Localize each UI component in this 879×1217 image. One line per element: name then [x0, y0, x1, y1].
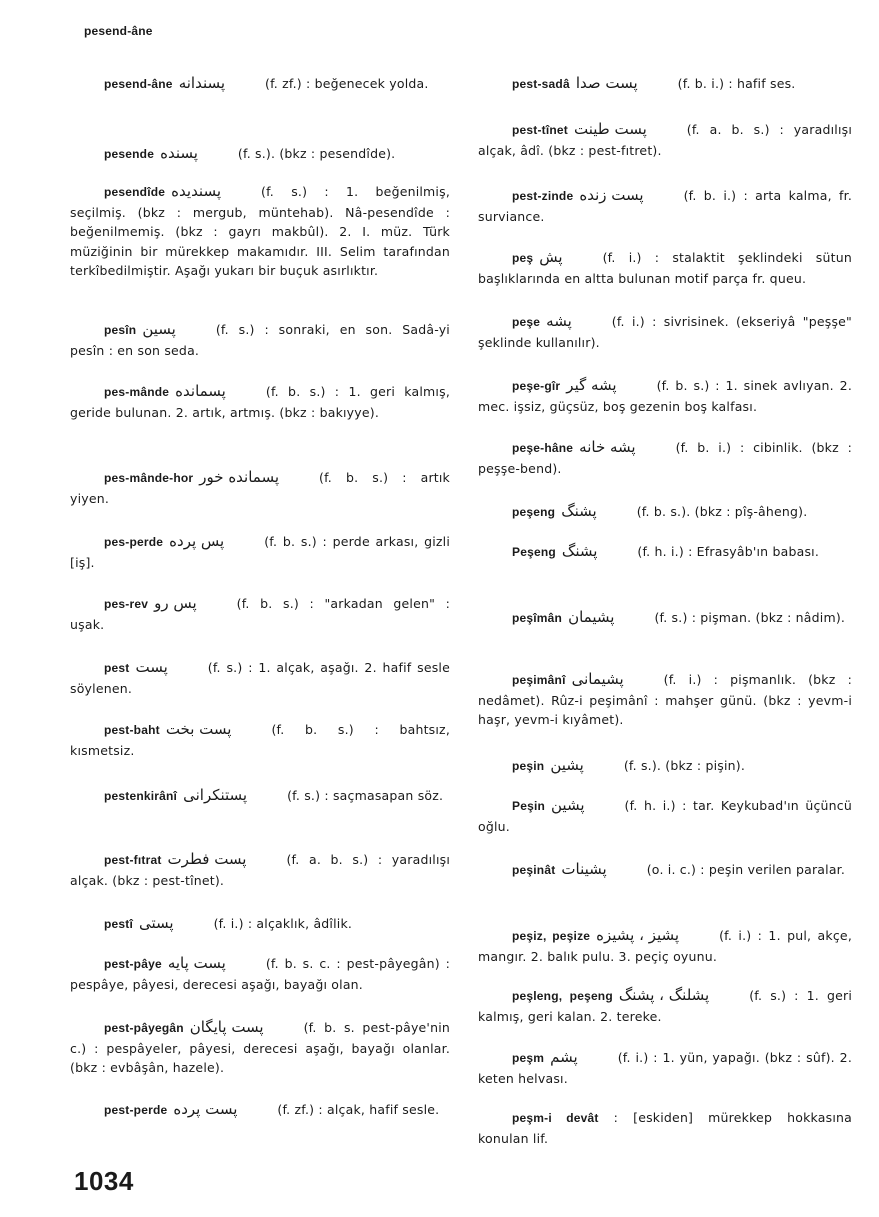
dictionary-entry: [478, 756, 852, 777]
entry-arabic-script: پسنده: [160, 144, 198, 162]
dictionary-entry: [478, 926, 852, 966]
entry-headword: Peşeng: [512, 545, 556, 559]
dictionary-entry: [70, 144, 450, 165]
entry-headword: peşe-gîr: [512, 379, 561, 393]
entry-arabic-script: پست فطرت: [167, 850, 247, 868]
entry-definition: (f. zf.) : beğenecek yolda.: [265, 76, 429, 91]
entry-headword: pest-fıtrat: [104, 853, 162, 867]
entry-headword: pesend-âne: [104, 77, 173, 91]
dictionary-entry: [478, 1048, 852, 1088]
dictionary-entry: [70, 786, 450, 807]
entry-headword: pest-tînet: [512, 123, 568, 137]
entry-headword: pest-baht: [104, 723, 160, 737]
dictionary-entry: [478, 986, 852, 1026]
dictionary-entry: [478, 248, 852, 288]
dictionary-entry: [70, 658, 450, 698]
entry-headword: pest-zinde: [512, 189, 574, 203]
entry-headword: pest-sadâ: [512, 77, 570, 91]
entry-headword: pest-perde: [104, 1103, 168, 1117]
entry-arabic-script: پستی: [139, 914, 174, 932]
entry-definition: (f. s.) : saçmasapan söz.: [287, 788, 444, 803]
entry-arabic-script: پست پایه: [167, 954, 226, 972]
entry-headword: pestî: [104, 917, 134, 931]
dictionary-entry: [478, 1108, 852, 1148]
entry-arabic-script: پسندیده: [171, 182, 222, 200]
entry-headword: Peşin: [512, 799, 546, 813]
dictionary-entry: [478, 438, 852, 478]
dictionary-entry: [70, 914, 450, 935]
entry-headword: peşm: [512, 1051, 545, 1065]
entry-headword: pes-perde: [104, 535, 164, 549]
entry-headword: pesende: [104, 147, 155, 161]
entry-definition: (f. b. i.) : hafif ses.: [677, 76, 796, 91]
entry-definition: (f. b. s.) : 1. sinek avlıyan. 2. mec. işsiz, güçsüz, boş gezenin boş kalfası.: [478, 378, 852, 414]
entry-definition: (f. s.) : 1. alçak, aşağı. 2. hafif sesle söylenen.: [70, 660, 450, 696]
entry-definition: (f. b. s.) : 1. geri kalmış, geride bulunan. 2. artık, artmış. (bkz : bakıyye).: [70, 384, 450, 420]
entry-headword: peşinât: [512, 863, 556, 877]
dictionary-entry: [70, 468, 450, 508]
dictionary-entry: [478, 74, 852, 95]
entry-arabic-script: پشینات: [561, 860, 607, 878]
entry-arabic-script: پست طینت: [574, 120, 647, 138]
running-head: pesend-âne: [84, 24, 153, 38]
entry-definition: (f. b. s.) : artık yiyen.: [70, 470, 450, 506]
entry-headword: pest: [104, 661, 130, 675]
entry-arabic-script: پشین: [550, 756, 584, 774]
entry-arabic-script: پست: [135, 658, 168, 676]
entry-definition: (f. s.) : sonraki, en son. Sadâ-yi pesîn : en son seda.: [70, 322, 450, 358]
entry-arabic-script: پشین: [551, 796, 585, 814]
entry-arabic-script: پشنگ: [561, 502, 597, 520]
entry-headword: pesîn: [104, 323, 137, 337]
dictionary-entry: [478, 796, 852, 836]
dictionary-entry: [478, 670, 852, 730]
entry-headword: peşin: [512, 759, 545, 773]
entry-headword: peşe-hâne: [512, 441, 574, 455]
entry-definition: (f. b. i.) : cibinlik. (bkz : peşşe-bend).: [478, 440, 852, 476]
entry-definition: (f. b. s. pest-pâye'nin c.) : pespâyeler, pâyesi, derecesi aşağı, bayağı olanlar. (bkz : evbâşân, hazele).: [70, 1020, 450, 1075]
entry-arabic-script: پست بخت: [165, 720, 232, 738]
dictionary-entry: [70, 320, 450, 360]
entry-headword: peşîmân: [512, 611, 563, 625]
dictionary-entry: [478, 502, 852, 523]
entry-definition: (f. h. i.) : Efrasyâb'ın babası.: [637, 544, 820, 559]
entry-headword: peşe: [512, 315, 541, 329]
entry-definition: (f. b. s.) : perde arkası, gizli [iş].: [70, 534, 450, 570]
entry-definition: (f. i.) : 1. yün, yapağı. (bkz : sûf). 2. keten helvası.: [478, 1050, 852, 1086]
entry-headword: pes-mânde-hor: [104, 471, 194, 485]
entry-definition: (f. b. s.). (bkz : pîş-âheng).: [636, 504, 808, 519]
dictionary-entry: [70, 182, 450, 281]
entry-definition: (f. i.) : sivrisinek. (ekseriyâ "peşşe" şeklinde kullanılır).: [478, 314, 852, 350]
entry-arabic-script: پسین: [142, 320, 176, 338]
dictionary-entry: [478, 860, 852, 881]
entry-headword: pest-pâyegân: [104, 1021, 184, 1035]
entry-arabic-script: پس پرده: [169, 532, 225, 550]
dictionary-entry: [70, 954, 450, 994]
dictionary-entry: [70, 594, 450, 634]
entry-definition: (f. s.) : 1. beğenilmiş, seçilmiş. (bkz : mergub, müntehab). Nâ-pesendîde : beğenilmemiş. (bkz : gayrı makbûl). 2. I. müz. Türk müziğinin bir mürekkep makamıdır. III. Selim tarafından terkîbedilmiştir. Aşağı yukarı bir buçuk asırlıktır.: [70, 184, 450, 278]
entry-definition: (f. b. s. c. : pest-pâyegân) : pespâye, pâyesi, derecesi aşağı, bayağı olan.: [70, 956, 450, 992]
entry-definition: (f. s.). (bkz : pesendîde).: [237, 146, 396, 161]
dictionary-entry: [478, 608, 852, 629]
entry-arabic-script: پشه خانه: [579, 438, 636, 456]
entry-arabic-script: پشیز ، پشیزه: [596, 926, 680, 944]
entry-headword: pestenkirânî: [104, 789, 178, 803]
entry-arabic-script: پسندانه: [178, 74, 226, 92]
dictionary-entry: [70, 532, 450, 572]
entry-arabic-script: پش: [539, 248, 563, 266]
dictionary-entry: [478, 376, 852, 416]
entry-definition: (f. b. s.) : bahtsız, kısmetsiz.: [70, 722, 450, 758]
entry-definition: (f. s.) : 1. geri kalmış, geri kalan. 2. tereke.: [478, 988, 852, 1024]
entry-definition: (f. zf.) : alçak, hafif sesle.: [277, 1102, 440, 1117]
entry-arabic-script: پشیمان: [568, 608, 615, 626]
entry-definition: (f. a. b. s.) : yaradılışı alçak. (bkz : pest-tînet).: [70, 852, 450, 888]
dictionary-entry: [70, 1018, 450, 1078]
entry-headword: peşiz, peşize: [512, 929, 591, 943]
entry-headword: pest-pâye: [104, 957, 162, 971]
entry-arabic-script: پشلنگ ، پشنگ: [618, 986, 710, 1004]
entry-arabic-script: پشه: [546, 312, 572, 330]
entry-arabic-script: پست زنده: [579, 186, 644, 204]
entry-arabic-script: پس رو: [154, 594, 197, 612]
entry-headword: peşimânî: [512, 673, 566, 687]
dictionary-entry: [70, 1100, 450, 1121]
dictionary-entry: [70, 720, 450, 760]
entry-definition: (f. a. b. s.) : yaradılışı alçak, âdî. (bkz : pest-fıtret).: [478, 122, 852, 158]
entry-headword: pesendîde: [104, 185, 166, 199]
entry-arabic-script: پست پایگان: [189, 1018, 264, 1036]
dictionary-entry: [478, 186, 852, 226]
entry-headword: peşeng: [512, 505, 556, 519]
entry-arabic-script: پشم: [550, 1048, 578, 1066]
entry-definition: (f. h. i.) : tar. Keykubad'ın üçüncü oğlu.: [478, 798, 852, 834]
entry-definition: (o. i. c.) : peşin verilen paralar.: [646, 862, 846, 877]
entry-arabic-script: پشیمانی: [571, 670, 624, 688]
entry-arabic-script: پست پرده: [173, 1100, 238, 1118]
entry-headword: pes-mânde: [104, 385, 170, 399]
dictionary-entry: [478, 542, 852, 563]
dictionary-entry: [478, 120, 852, 160]
entry-headword: peş: [512, 251, 534, 265]
dictionary-entry: [70, 74, 450, 95]
dictionary-entry: [70, 850, 450, 890]
entry-arabic-script: پشه گیر: [566, 376, 617, 394]
page-number: 1034: [74, 1166, 134, 1196]
entry-definition: (f. s.) : pişman. (bkz : nâdim).: [654, 610, 846, 625]
dictionary-entry: [70, 382, 450, 422]
entry-definition: (f. b. i.) : arta kalma, fr. surviance.: [478, 188, 852, 224]
entry-definition: (f. i.) : alçaklık, âdîlik.: [213, 916, 353, 931]
entry-definition: : [eskiden] mürekkep hokkasına konulan lif.: [478, 1110, 852, 1146]
entry-arabic-script: پشنگ: [561, 542, 598, 560]
entry-definition: (f. i.) : pişmanlık. (bkz : nedâmet). Rûz-i peşimânî : mahşer günü. (bkz : yevm-i haşr, yevm-i kıyâmet).: [478, 672, 852, 727]
entry-arabic-script: پسمانده: [175, 382, 226, 400]
entry-arabic-script: پستنکرانی: [183, 786, 248, 804]
entry-headword: peşm-i devât: [512, 1111, 599, 1125]
entry-definition: (f. s.). (bkz : pişin).: [623, 758, 746, 773]
entry-definition: (f. i.) : 1. pul, akçe, mangır. 2. balık pulu. 3. peçiç oyunu.: [478, 928, 852, 964]
entry-arabic-script: پسمانده خور: [199, 468, 280, 486]
entry-headword: pes-rev: [104, 597, 149, 611]
entry-headword: peşleng, peşeng: [512, 989, 613, 1003]
entry-definition: (f. b. s.) : "arkadan gelen" : uşak.: [70, 596, 450, 632]
dictionary-entry: [478, 312, 852, 352]
entry-definition: (f. i.) : stalaktit şeklindeki sütun başlıklarında en altta bulunan motif parça fr. queu.: [478, 250, 852, 286]
entry-arabic-script: پست صدا: [575, 74, 638, 92]
